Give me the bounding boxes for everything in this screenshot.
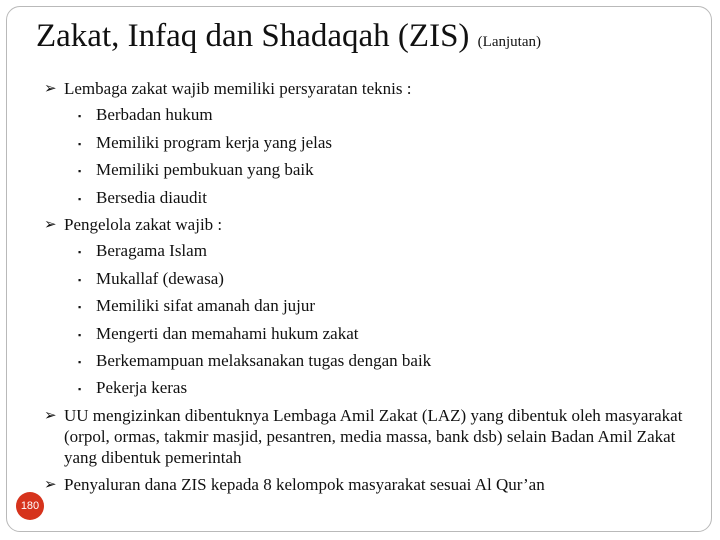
sub-bullet-item [44, 130, 684, 157]
arrow-bullet-icon: ➢ [44, 407, 57, 424]
sub-bullet-text: Berkemampuan melaksanakan tugas dengan baik [96, 351, 432, 371]
bullet-text: UU mengizinkan dibentuknya Lembaga Amil Zakat (LAZ) yang dibentuk oleh masyarakat (orpol, ormas, takmir masjid, pesantren, media massa, bank dsb) selain Badan Amil Zakat yang dibentuk pemerintah [64, 405, 683, 467]
sub-bullet-text: Mengerti dan memahami hukum zakat [96, 323, 359, 343]
square-bullet-icon: ▪ [78, 357, 82, 368]
square-bullet-icon: ▪ [78, 138, 82, 149]
bullet-item [44, 212, 684, 238]
square-bullet-icon: ▪ [78, 111, 82, 122]
bullet-item [44, 76, 684, 102]
sub-bullet-text: Memiliki sifat amanah dan jujur [96, 296, 316, 316]
bullet-text: Pengelola zakat wajib : [64, 215, 223, 235]
bullet-text: Lembaga zakat wajib memiliki persyaratan teknis : [64, 79, 412, 98]
square-bullet-icon: ▪ [78, 166, 82, 177]
arrow-bullet-icon: ➢ [44, 476, 57, 493]
sub-bullet-item [44, 102, 684, 129]
square-bullet-icon: ▪ [78, 247, 82, 258]
sub-bullet-item [44, 185, 684, 212]
square-bullet-icon: ▪ [78, 384, 82, 395]
bullet-text: Penyaluran dana ZIS kepada 8 kelompok masyarakat sesuai Al Qur’an [64, 474, 545, 494]
sub-bullet-text: Memiliki pembukuan yang baik [96, 160, 314, 180]
square-bullet-icon: ▪ [78, 193, 82, 204]
sub-bullet-text: Berbadan hukum [96, 105, 213, 125]
sub-bullet-item [44, 375, 684, 402]
sub-bullet-item [44, 238, 684, 265]
title-suffix: (Lanjutan) [477, 34, 541, 50]
sub-bullet-text: Beragama Islam [96, 241, 207, 261]
slide-title [36, 16, 541, 62]
sub-bullet-text: Bersedia diaudit [96, 187, 207, 207]
square-bullet-icon: ▪ [78, 329, 82, 340]
page-number-badge: 180 [16, 492, 44, 520]
sub-bullet-text: Mukallaf (dewasa) [96, 268, 224, 288]
square-bullet-icon: ▪ [78, 274, 82, 285]
bullet-item [44, 472, 684, 498]
square-bullet-icon: ▪ [78, 302, 82, 313]
bullet-item [44, 403, 684, 472]
sub-bullet-item [44, 321, 684, 348]
slide-content [44, 76, 684, 498]
sub-bullet-item [44, 157, 684, 184]
sub-bullet-item [44, 348, 684, 375]
title-main: Zakat, Infaq dan Shadaqah (ZIS) [36, 18, 470, 54]
arrow-bullet-icon: ➢ [44, 217, 57, 234]
sub-bullet-item [44, 266, 684, 293]
sub-bullet-text: Memiliki program kerja yang jelas [96, 132, 333, 152]
sub-bullet-text: Pekerja keras [96, 378, 188, 398]
arrow-bullet-icon: ➢ [44, 81, 57, 97]
sub-bullet-item [44, 293, 684, 320]
